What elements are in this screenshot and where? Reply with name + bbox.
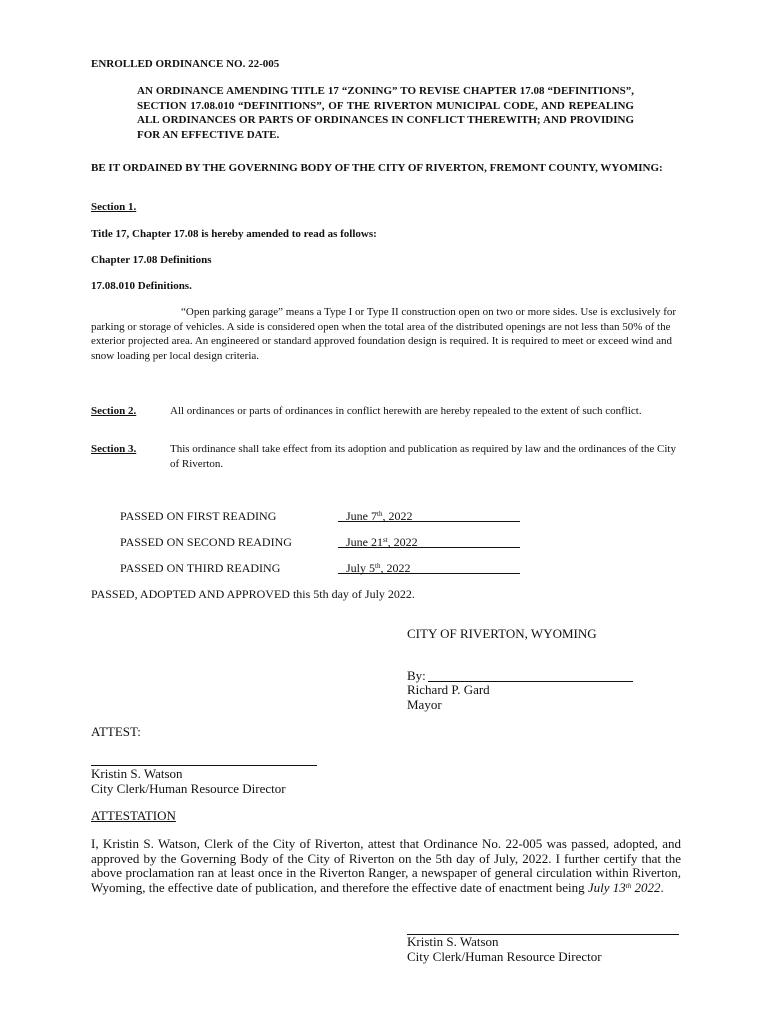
section-2-label: Section 2.	[91, 405, 137, 417]
reading-2-date: June 21st, 2022	[346, 535, 418, 549]
attestation-paragraph: I, Kristin S. Watson, Clerk of the City of Riverton, attest that Ordinance No. 22-005 was passed, adopted, and approved by the Governing Body of the City of Riverton on the 5th day of July, 2022. I further certify that the above proclamation ran at least once in the Riverton Ranger, a newspaper of general circulation within Riverton, Wyoming, the effective date of publication, and therefore the effective date of enactment being July 13th 2022.	[91, 836, 681, 895]
ordinance-number: ENROLLED ORDINANCE NO. 22-005	[91, 58, 280, 70]
attestation-heading: ATTESTATION	[91, 808, 176, 823]
attestation-signer-title: City Clerk/Human Resource Director	[407, 949, 602, 964]
ordinance-title: AN ORDINANCE AMENDING TITLE 17 “ZONING” TO REVISE CHAPTER 17.08 “DEFINITIONS”, SECTION 17.08.010 “DEFINITIONS”, OF THE RIVERTON MUNICIPAL CODE, AND REPEALING ALL ORDINANCES OR PARTS OF ORDINANCES IN CONFLICT THEREWITH; AND PROVIDING FOR AN EFFECTIVE DATE.	[137, 85, 634, 141]
definition-paragraph: “Open parking garage” means a Type I or Type II construction open on two or more sides. Use is exclusively for parking or storage of vehicles. A side is considered open when the total area of the distributed openings are not less than 50% of the exterior projected area. An engineered or standard approved foundation design is required. It is required to meet or exceed wind and snow loading per local design criteria.	[91, 306, 677, 362]
section-3-label: Section 3.	[91, 443, 137, 455]
reading-3-underline	[338, 573, 520, 574]
section-1-amend-line: Title 17, Chapter 17.08 is hereby amended to read as follows:	[91, 228, 377, 240]
city-name: CITY OF RIVERTON, WYOMING	[407, 626, 597, 641]
by-label: By:	[407, 668, 426, 683]
mayor-name: Richard P. Gard	[407, 682, 490, 697]
reading-1-date: June 7th, 2022	[346, 509, 413, 523]
reading-3-date: July 5th, 2022	[346, 561, 411, 575]
enacting-clause: BE IT ORDAINED BY THE GOVERNING BODY OF THE CITY OF RIVERTON, FREMONT COUNTY, WYOMING:	[91, 162, 663, 174]
reading-3-label: PASSED ON THIRD READING	[120, 561, 281, 575]
reading-1-label: PASSED ON FIRST READING	[120, 509, 277, 523]
passed-statement: PASSED, ADOPTED AND APPROVED this 5th day of July 2022.	[91, 587, 415, 601]
reading-1-underline	[338, 521, 520, 522]
section-2-text: All ordinances or parts of ordinances in conflict herewith are hereby repealed to the extent of such conflict.	[170, 405, 642, 417]
attest-label: ATTEST:	[91, 724, 141, 739]
attestation-signer-name: Kristin S. Watson	[407, 934, 499, 949]
reading-2-label: PASSED ON SECOND READING	[120, 535, 292, 549]
mayor-title: Mayor	[407, 697, 442, 712]
clerk-name: Kristin S. Watson	[91, 766, 183, 781]
reading-2-underline	[338, 547, 520, 548]
enactment-date: July 13th 2022	[587, 879, 661, 895]
section-3-text: This ordinance shall take effect from its adoption and publication as required by law and the ordinances of the City of Riverton.	[170, 443, 676, 470]
chapter-heading: Chapter 17.08 Definitions	[91, 254, 212, 266]
section-1-heading: Section 1.	[91, 201, 137, 213]
clerk-title: City Clerk/Human Resource Director	[91, 781, 286, 796]
subsection-heading: 17.08.010 Definitions.	[91, 280, 192, 292]
